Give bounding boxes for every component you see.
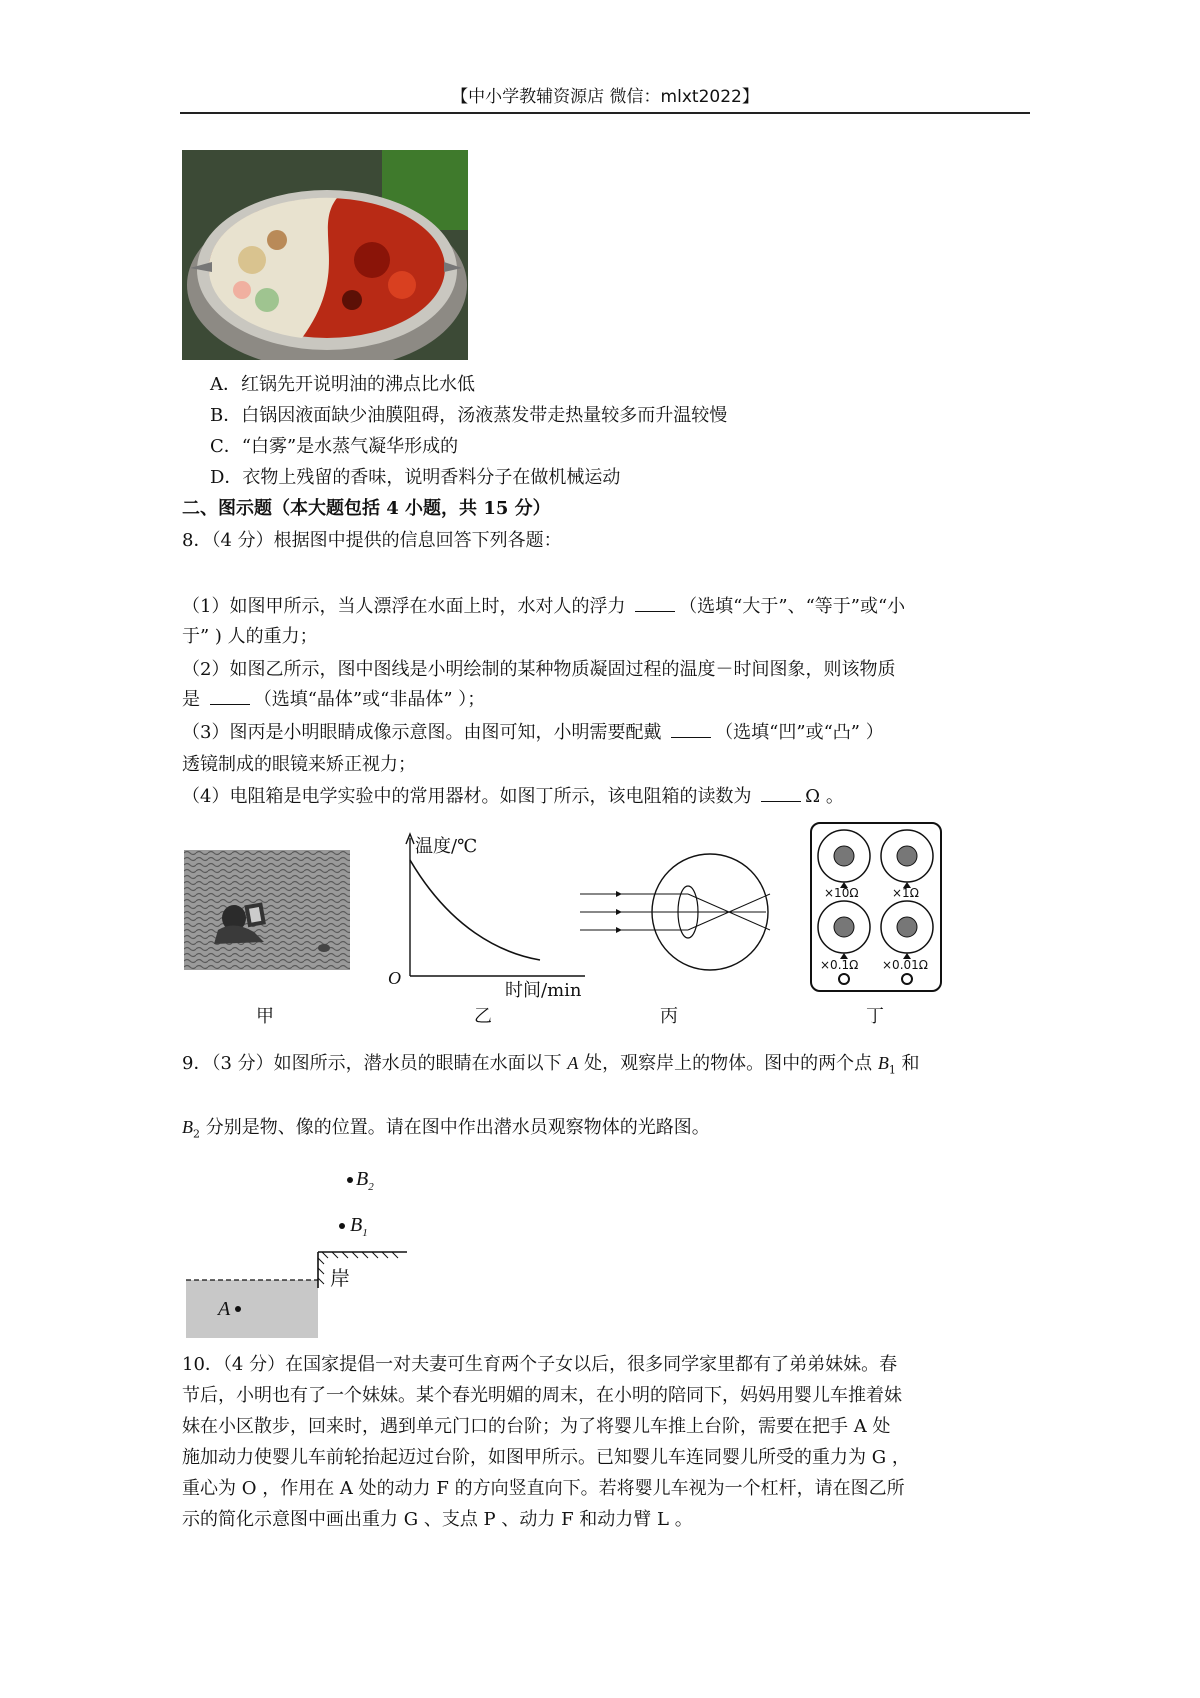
dial-label-x0-1: ×0.1Ω (820, 958, 859, 972)
figure-jia-photo (184, 850, 350, 970)
graph-origin: O (388, 968, 401, 988)
dial-x0-01[interactable] (881, 901, 933, 959)
fig-label-b1-sub: 1 (362, 1227, 368, 1239)
q8-p4-text-a: （4）电阻箱是电学实验中的常用器材。如图丁所示，该电阻箱的读数为 (182, 786, 758, 807)
q9-point-b2: B (182, 1117, 193, 1137)
q8-part1-line1 (182, 592, 905, 622)
q7-option-d: D．衣物上残留的香味，说明香料分子在做机械运动 (210, 467, 621, 488)
arrow-middle (616, 909, 622, 915)
terminal-left (839, 974, 849, 984)
q8-part4-line1 (182, 782, 844, 812)
q9-text-d: 分别是物、像的位置。请在图中作出潜水员观察物体的光路图。 (200, 1117, 710, 1138)
dial-x0-1[interactable] (818, 901, 870, 959)
dial-x10[interactable] (818, 830, 870, 888)
dial-label-x0-01: ×0.01Ω (882, 958, 928, 972)
cooling-curve (410, 860, 540, 960)
q8-part2-line2 (182, 685, 485, 715)
q8-p2-text-b: （选填“晶体”或“非晶体” ）； (253, 689, 486, 710)
q10-line-2: 节后，小明也有了一个妹妹。某个春光明媚的周末，在小明的陪同下，妈妈用婴儿车推着妹 (182, 1385, 902, 1406)
figure-bing-eye (580, 840, 780, 990)
q8-p1-text-a: （1）如图甲所示，当人漂浮在水面上时，水对人的浮力 (182, 596, 632, 617)
q8-p2-text-a: 是 (182, 689, 206, 710)
q8-p3-text-b: （选填“凹”或“凸” ） (715, 722, 884, 743)
arrow-bottom (616, 927, 622, 933)
q8-p4-text-b: Ω 。 (805, 786, 844, 807)
caption-ding: 丁 (866, 1006, 884, 1027)
caption-bing: 丙 (660, 1006, 678, 1027)
q9-text-b: 处，观察岸上的物体。图中的两个点 (578, 1053, 878, 1074)
q9-point-b1-sub: 1 (888, 1063, 896, 1077)
arrow-top (616, 891, 622, 897)
terminal-right (902, 974, 912, 984)
q8-part3-line2: 透镜制成的眼镜来矫正视力； (182, 754, 416, 775)
fig-label-shore: 岸 (330, 1266, 350, 1290)
q9-point-b2-sub: 2 (193, 1127, 200, 1141)
q8-p3-text-a: （3）图丙是小明眼睛成像示意图。由图可知，小明需要配戴 (182, 722, 668, 743)
q8-part1-line2: 于” ) 人的重力； (182, 626, 318, 647)
q10-line-3: 妹在小区散步，回来时，遇到单元门口的台阶；为了将婴儿车推上台阶，需要在把手 A 处 (182, 1416, 891, 1437)
graph-xlabel: 时间/min (505, 980, 582, 1001)
figure-yi-graph (380, 828, 600, 998)
page-header: 【中小学教辅资源店 微信：mlxt2022】 (451, 87, 759, 107)
caption-yi: 乙 (474, 1006, 492, 1027)
q7-option-a: A．红锅先开说明油的沸点比水低 (210, 374, 475, 395)
section-title: 二、图示题（本大题包括 4 小题，共 15 分） (182, 498, 551, 519)
q8-part3-line1 (182, 718, 884, 748)
fig-label-a: A (218, 1298, 231, 1320)
fig-label-b1 (350, 1214, 368, 1239)
fig-label-b1-letter: B (350, 1214, 363, 1236)
point-b2 (347, 1177, 353, 1183)
q9-point-b1: B (877, 1053, 889, 1073)
header-rule (180, 112, 1030, 114)
point-b1 (339, 1223, 345, 1229)
q9-text-c: 和 (895, 1053, 920, 1074)
fig-label-b2-sub: 2 (368, 1181, 374, 1193)
dial-label-x1: ×1Ω (892, 886, 919, 900)
q8-p1-blank[interactable] (635, 595, 675, 612)
q8-p2-blank[interactable] (210, 688, 250, 705)
q9-line2 (182, 1112, 710, 1150)
graph-ylabel: 温度/℃ (415, 836, 478, 857)
dial-x1[interactable] (881, 830, 933, 888)
q8-p1-text-b: （选填“大于”、“等于”或“小 (679, 596, 906, 617)
q9-text-a: 9．（3 分）如图所示，潜水员的眼睛在水面以下 (182, 1053, 568, 1074)
q9-line1 (182, 1048, 920, 1086)
point-a (235, 1306, 241, 1312)
q10-line-6: 示的简化示意图中画出重力 G 、支点 P 、动力 F 和动力臂 L 。 (182, 1509, 693, 1530)
q7-option-c: C．“白雾”是水蒸气凝华形成的 (210, 436, 459, 457)
hotpot-photo (182, 150, 468, 360)
q8-stem: 8．（4 分）根据图中提供的信息回答下列各题： (182, 530, 562, 551)
q8-p3-blank[interactable] (671, 721, 711, 738)
q10-line-5: 重心为 O ，作用在 A 处的动力 F 的方向竖直向下。若将婴儿车视为一个杠杆，请在图乙所 (182, 1478, 905, 1499)
water-region (186, 1280, 318, 1338)
q8-part2-line1: （2）如图乙所示，图中图线是小明绘制的某种物质凝固过程的温度－时间图象，则该物质 (182, 659, 896, 680)
q7-option-b: B．白锅因液面缺少油膜阻碍，汤液蒸发带走热量较多而升温较慢 (210, 405, 728, 426)
fig-label-b2 (356, 1168, 374, 1193)
caption-jia: 甲 (256, 1006, 274, 1027)
q10-line-4: 施加动力使婴儿车前轮抬起迈过台阶，如图甲所示。已知婴儿车连同婴儿所受的重力为 G ， (182, 1447, 910, 1468)
figure-ding-resistance-box (810, 822, 942, 992)
q9-point-a: A (567, 1053, 579, 1073)
fig-label-b2-letter: B (356, 1168, 369, 1190)
q8-p4-blank[interactable] (761, 785, 801, 802)
dial-label-x10: ×10Ω (824, 886, 859, 900)
q10-line-1: 10．（4 分）在国家提倡一对夫妻可生育两个子女以后，很多同学家里都有了弟弟妹妹。春 (182, 1354, 898, 1375)
